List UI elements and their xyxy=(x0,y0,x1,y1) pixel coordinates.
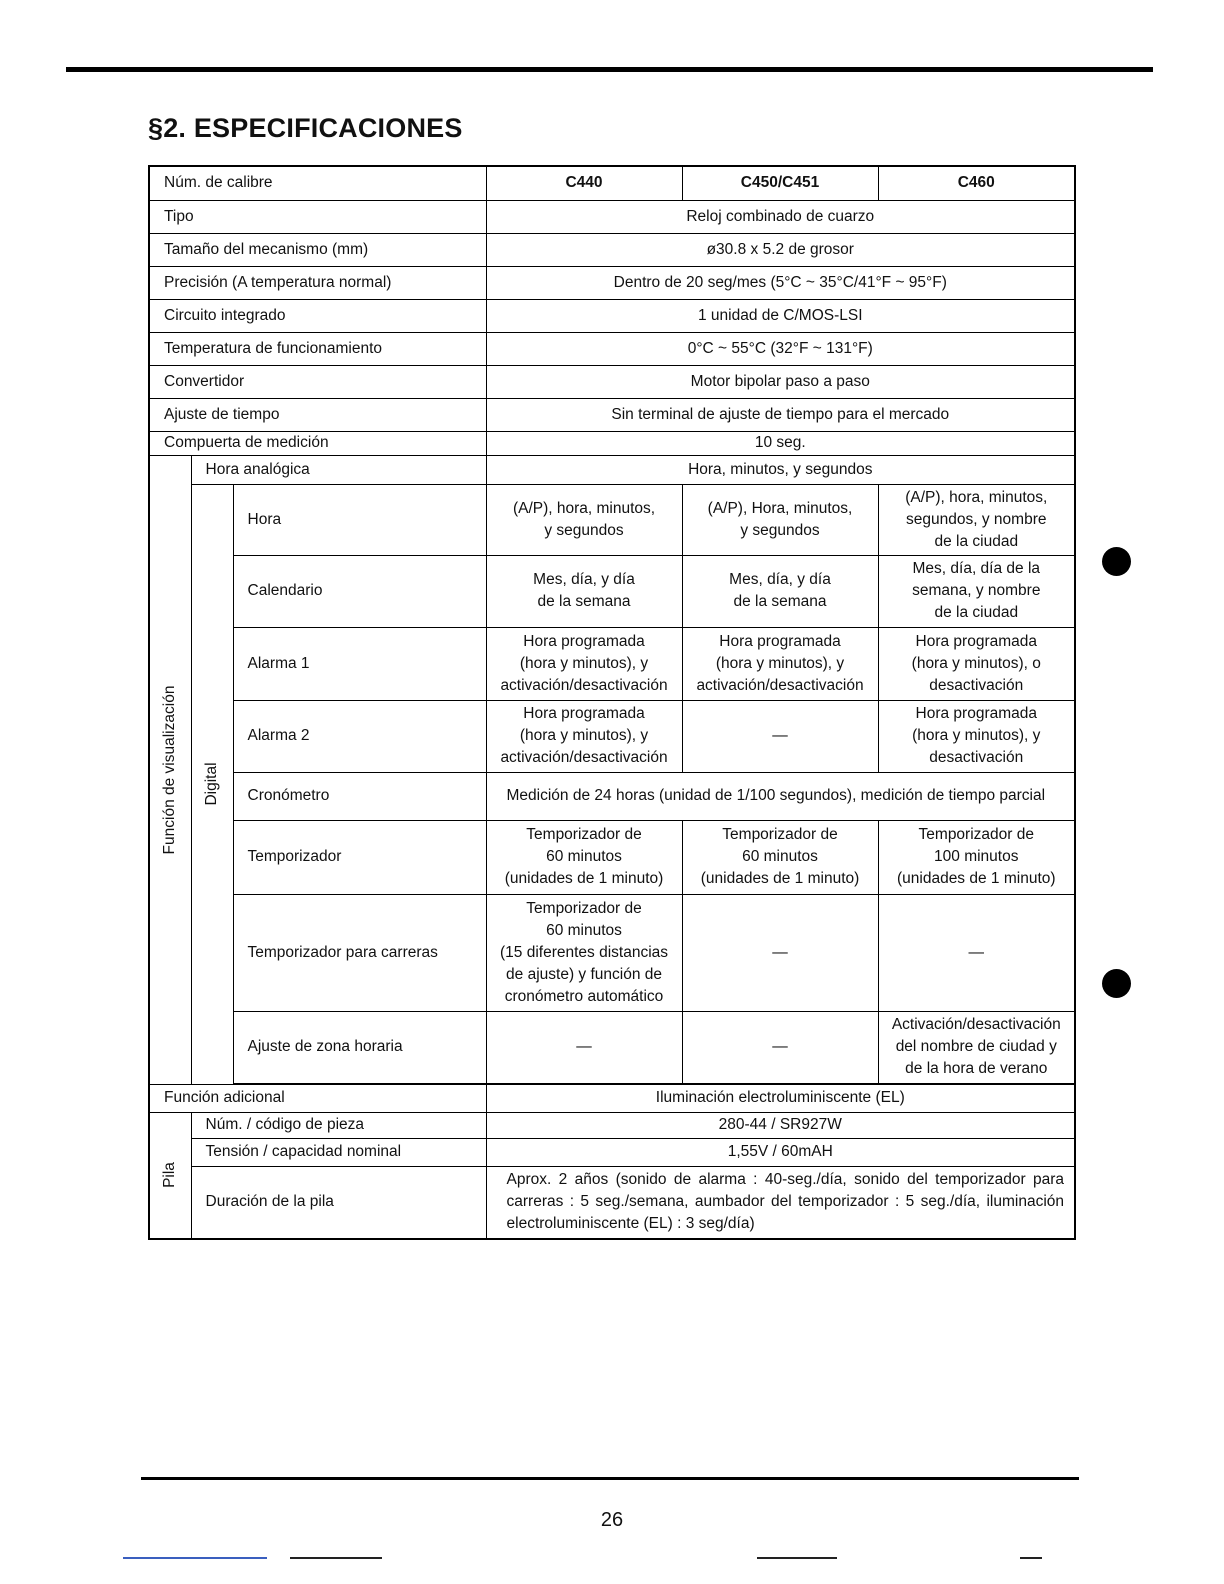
cell-c450: (A/P), Hora, minutos, y segundos xyxy=(682,484,878,555)
row-label: Hora analógica xyxy=(191,455,486,484)
table-row-battery-voltage xyxy=(149,1138,1075,1166)
row-label: Calendario xyxy=(233,555,486,627)
table-row xyxy=(149,299,1075,332)
table-row xyxy=(149,398,1075,431)
table-row-calendario xyxy=(149,555,1075,627)
row-label: Ajuste de tiempo xyxy=(149,398,486,431)
cell-c440: — xyxy=(486,1011,682,1083)
table-row xyxy=(149,365,1075,398)
cell-c450: — xyxy=(682,1011,878,1083)
row-label: Duración de la pila xyxy=(191,1166,486,1239)
row-label: Convertidor xyxy=(149,365,486,398)
table-row xyxy=(149,266,1075,299)
table-header-row xyxy=(149,166,1075,200)
header-c460: C460 xyxy=(878,166,1075,200)
cell-c450: Mes, día, y día de la semana xyxy=(682,555,878,627)
table-row-hora xyxy=(149,484,1075,555)
page-number: 26 xyxy=(600,1509,624,1531)
row-value: 1 unidad de C/MOS-LSI xyxy=(486,299,1075,332)
row-label: Tipo xyxy=(149,200,486,233)
row-label: Circuito integrado xyxy=(149,299,486,332)
cell-c460: Hora programada (hora y minutos), y desactivación xyxy=(878,700,1075,772)
table-row-carreras xyxy=(149,894,1075,1011)
cell-c450: — xyxy=(682,700,878,772)
battery-group-label: Pila xyxy=(161,1162,179,1189)
row-label: Tensión / capacidad nominal xyxy=(191,1138,486,1166)
cell-c460: (A/P), hora, minutos, segundos, y nombre de la ciudad xyxy=(878,484,1075,555)
spec-table xyxy=(148,165,1076,1240)
cell-c440: Temporizador de 60 minutos (15 diferentes distancias de ajuste) y función de cronómetro automático xyxy=(486,894,682,1011)
row-label: Compuerta de medición xyxy=(149,431,486,455)
cell-c460: — xyxy=(878,894,1075,1011)
row-label: Hora xyxy=(233,484,486,555)
cell-c440: Hora programada (hora y minutos), y activación/desactivación xyxy=(486,700,682,772)
table-row xyxy=(149,332,1075,365)
row-value: 280-44 / SR927W xyxy=(486,1112,1075,1138)
table-row xyxy=(149,200,1075,233)
row-value: 10 seg. xyxy=(486,431,1075,455)
row-value: Dentro de 20 seg/mes (5°C ~ 35°C/41°F ~ 95°F) xyxy=(486,266,1075,299)
cell-c460: Temporizador de 100 minutos (unidades de 1 minuto) xyxy=(878,820,1075,894)
cell-c460: Hora programada (hora y minutos), o desactivación xyxy=(878,627,1075,700)
cell-c440: Hora programada (hora y minutos), y activación/desactivación xyxy=(486,627,682,700)
row-label: Temperatura de funcionamiento xyxy=(149,332,486,365)
cell-c460: Activación/desactivación del nombre de ciudad y de la hora de verano xyxy=(878,1011,1075,1083)
table-row-battery-life xyxy=(149,1166,1075,1239)
row-label: Tamaño del mecanismo (mm) xyxy=(149,233,486,266)
scan-mark xyxy=(757,1557,837,1559)
top-rule xyxy=(66,67,1153,72)
cell-c450: Temporizador de 60 minutos (unidades de 1 minuto) xyxy=(682,820,878,894)
cell-c450: — xyxy=(682,894,878,1011)
header-c450: C450/C451 xyxy=(682,166,878,200)
table-row-zona xyxy=(149,1011,1075,1083)
scan-mark xyxy=(123,1557,267,1559)
row-value: 0°C ~ 55°C (32°F ~ 131°F) xyxy=(486,332,1075,365)
table-row-alarma2 xyxy=(149,700,1075,772)
row-value: Hora, minutos, y segundos xyxy=(486,455,1075,484)
row-label: Ajuste de zona horaria xyxy=(233,1011,486,1083)
row-label: Alarma 2 xyxy=(233,700,486,772)
bottom-rule xyxy=(141,1477,1079,1480)
row-label: Núm. / código de pieza xyxy=(191,1112,486,1138)
row-label: Alarma 1 xyxy=(233,627,486,700)
row-value: 1,55V / 60mAH xyxy=(486,1138,1075,1166)
table-row-alarma1 xyxy=(149,627,1075,700)
row-value: Aprox. 2 años (sonido de alarma : 40-seg./día, sonido del temporizador para carreras : 5 seg./semana, aumbador del temporizador : 5 seg./día, iluminación electroluminiscente (EL) : 3 seg/día) xyxy=(486,1166,1075,1239)
row-label: Cronómetro xyxy=(233,772,486,820)
cell-c440: Temporizador de 60 minutos (unidades de 1 minuto) xyxy=(486,820,682,894)
cell-c440: Mes, día, y día de la semana xyxy=(486,555,682,627)
digital-group-label: Digital xyxy=(203,762,220,806)
bullet-mark xyxy=(1102,969,1131,998)
row-label: Función adicional xyxy=(149,1084,486,1112)
table-row xyxy=(149,431,1075,455)
bullet-mark xyxy=(1102,547,1131,576)
cell-c440: (A/P), hora, minutos, y segundos xyxy=(486,484,682,555)
page-title: §2. ESPECIFICACIONES xyxy=(148,113,463,143)
header-c440: C440 xyxy=(486,166,682,200)
row-value: ø30.8 x 5.2 de grosor xyxy=(486,233,1075,266)
table-row-cronometro xyxy=(149,772,1075,820)
row-value: Medición de 24 horas (unidad de 1/100 segundos), medición de tiempo parcial xyxy=(486,772,1075,820)
table-row xyxy=(149,233,1075,266)
display-group-cell xyxy=(149,455,191,1084)
row-value: Reloj combinado de cuarzo xyxy=(486,200,1075,233)
row-value: Iluminación electroluminiscente (EL) xyxy=(486,1084,1075,1112)
table-row-extra xyxy=(149,1084,1075,1112)
row-label: Temporizador xyxy=(233,820,486,894)
battery-group-cell xyxy=(149,1112,191,1239)
scan-mark xyxy=(290,1557,382,1559)
table-row-temporizador xyxy=(149,820,1075,894)
row-label: Temporizador para carreras xyxy=(233,894,486,1011)
row-value: Motor bipolar paso a paso xyxy=(486,365,1075,398)
row-value: Sin terminal de ajuste de tiempo para el mercado xyxy=(486,398,1075,431)
scan-mark xyxy=(1020,1557,1042,1559)
display-group-label: Función de visualización xyxy=(161,685,179,854)
table-row-analog xyxy=(149,455,1075,484)
row-label: Precisión (A temperatura normal) xyxy=(149,266,486,299)
table-row-battery-part xyxy=(149,1112,1075,1138)
header-label: Núm. de calibre xyxy=(149,166,486,200)
digital-group-cell xyxy=(191,484,233,1084)
cell-c460: Mes, día, día de la semana, y nombre de la ciudad xyxy=(878,555,1075,627)
cell-c450: Hora programada (hora y minutos), y activación/desactivación xyxy=(682,627,878,700)
